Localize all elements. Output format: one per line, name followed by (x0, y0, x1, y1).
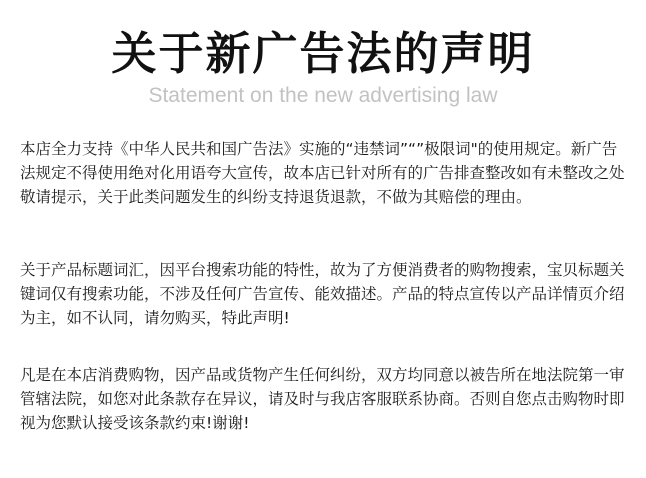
notice-subtitle: Statement on the new advertising law (148, 84, 498, 107)
notice-paragraph-prohibited-words: 本店全力支持《中华人民共和国广告法》实施的“违禁词”“”极限词"的使用规定。新广告法规定不得使用绝对化用语夸大宣传，故本店已针对所有的广告排查整改如有未整改之处敬请提示，关于此类问题发生的纠纷支持退货退款，不做为其赔偿的理由。 (20, 140, 625, 206)
notice-title: 关于新广告法的声明 (111, 27, 535, 80)
notice-paragraph-dispute-jurisdiction: 凡是在本店消费购物，因产品或货物产生任何纠纷，双方均同意以被告所在地法院第一审管辖法院，如您对此条款存在异议，请及时与我店客服联系协商。否则自您点击购物时即视为您默认接受该条款约束!谢谢! (20, 366, 625, 432)
notice-paragraph-product-titles: 关于产品标题词汇，因平台搜索功能的特性，故为了方便消费者的购物搜索，宝贝标题关键词仅有搜索功能，不涉及任何广告宣传、能效描述。产品的特点宣传以产品详情页介绍为主，如不认同，请勿购买，特此声明! (20, 261, 625, 327)
